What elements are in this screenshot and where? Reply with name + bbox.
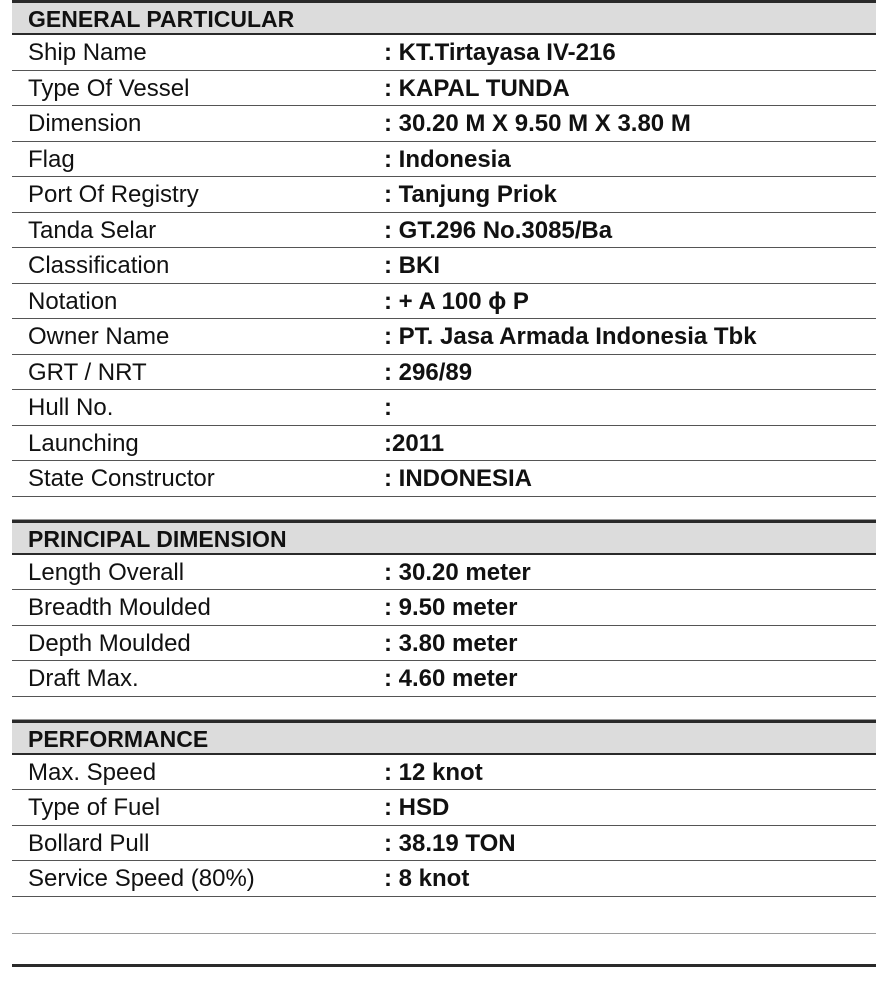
table-row <box>12 861 876 897</box>
row-label: Type of Fuel <box>28 794 161 821</box>
table-row <box>12 826 876 862</box>
row-value: : KAPAL TUNDA <box>384 74 570 102</box>
row-value: : 296/89 <box>384 358 473 386</box>
row-label: Service Speed (80%) <box>28 865 255 892</box>
performance-heading: PERFORMANCE <box>12 723 876 755</box>
table-row <box>12 626 876 662</box>
general-particular-section <box>12 0 876 497</box>
table-row <box>12 248 876 284</box>
principal-dimension-section <box>12 520 876 697</box>
row-label: Ship Name <box>28 39 147 66</box>
row-value: : KT.Tirtayasa IV-216 <box>384 39 616 66</box>
row-label: Breadth Moulded <box>28 594 211 621</box>
row-label: Depth Moulded <box>28 629 191 657</box>
row-value: : Indonesia <box>384 145 511 173</box>
row-value: : 9.50 meter <box>384 594 518 621</box>
row-value: : Tanjung Priok <box>384 181 557 208</box>
row-label: Length Overall <box>28 558 185 586</box>
next-section-border <box>12 934 876 967</box>
section-spacer <box>12 497 876 520</box>
row-label: State Constructor <box>28 465 215 492</box>
row-value: : 30.20 meter <box>384 558 531 586</box>
table-row <box>12 319 876 355</box>
table-row <box>12 661 876 697</box>
row-label: Max. Speed <box>28 758 157 786</box>
row-value: : 38.19 TON <box>384 829 516 857</box>
row-label: Type Of Vessel <box>28 74 190 102</box>
table-row <box>12 106 876 142</box>
table-row <box>12 590 876 626</box>
table-row <box>12 461 876 497</box>
row-label: Owner Name <box>28 323 170 350</box>
table-row <box>12 555 876 591</box>
table-row <box>12 284 876 320</box>
general-particular-table <box>12 35 876 497</box>
performance-section <box>12 720 876 897</box>
row-label: Tanda Selar <box>28 216 157 244</box>
row-value: : INDONESIA <box>384 465 533 492</box>
row-value: : PT. Jasa Armada Indonesia Tbk <box>384 323 757 350</box>
performance-table <box>12 755 876 897</box>
general-particular-heading: GENERAL PARTICULAR <box>12 3 876 35</box>
table-row <box>12 390 876 426</box>
row-label: Port Of Registry <box>28 181 199 208</box>
row-value: : + A 100 ϕ P <box>384 287 529 315</box>
row-value: : BKI <box>384 252 440 279</box>
row-value: : HSD <box>384 794 450 821</box>
row-value: : <box>384 394 392 421</box>
row-label: Notation <box>28 287 118 315</box>
row-label: Bollard Pull <box>28 829 150 857</box>
row-label: GRT / NRT <box>28 358 147 386</box>
spec-sheet <box>12 0 876 967</box>
principal-dimension-table <box>12 555 876 697</box>
row-value: : 8 knot <box>384 865 470 892</box>
row-value: : 3.80 meter <box>384 629 518 657</box>
table-row <box>12 426 876 462</box>
table-row <box>12 355 876 391</box>
table-row <box>12 35 876 71</box>
row-value: : GT.296 No.3085/Ba <box>384 216 613 244</box>
table-row <box>12 177 876 213</box>
row-label: Hull No. <box>28 394 114 421</box>
table-row <box>12 71 876 107</box>
row-label: Classification <box>28 252 170 279</box>
row-label: Dimension <box>28 110 142 137</box>
row-label: Launching <box>28 429 139 457</box>
row-value: : 12 knot <box>384 758 483 786</box>
row-value: : 30.20 M X 9.50 M X 3.80 M <box>384 110 691 137</box>
principal-dimension-heading: PRINCIPAL DIMENSION <box>12 523 876 555</box>
row-value: :2011 <box>384 429 445 457</box>
section-spacer <box>12 697 876 720</box>
empty-row <box>12 897 876 934</box>
row-value: : 4.60 meter <box>384 665 518 692</box>
row-label: Flag <box>28 145 75 173</box>
table-row <box>12 142 876 178</box>
table-row <box>12 755 876 791</box>
row-label: Draft Max. <box>28 665 139 692</box>
table-row <box>12 213 876 249</box>
table-row <box>12 790 876 826</box>
